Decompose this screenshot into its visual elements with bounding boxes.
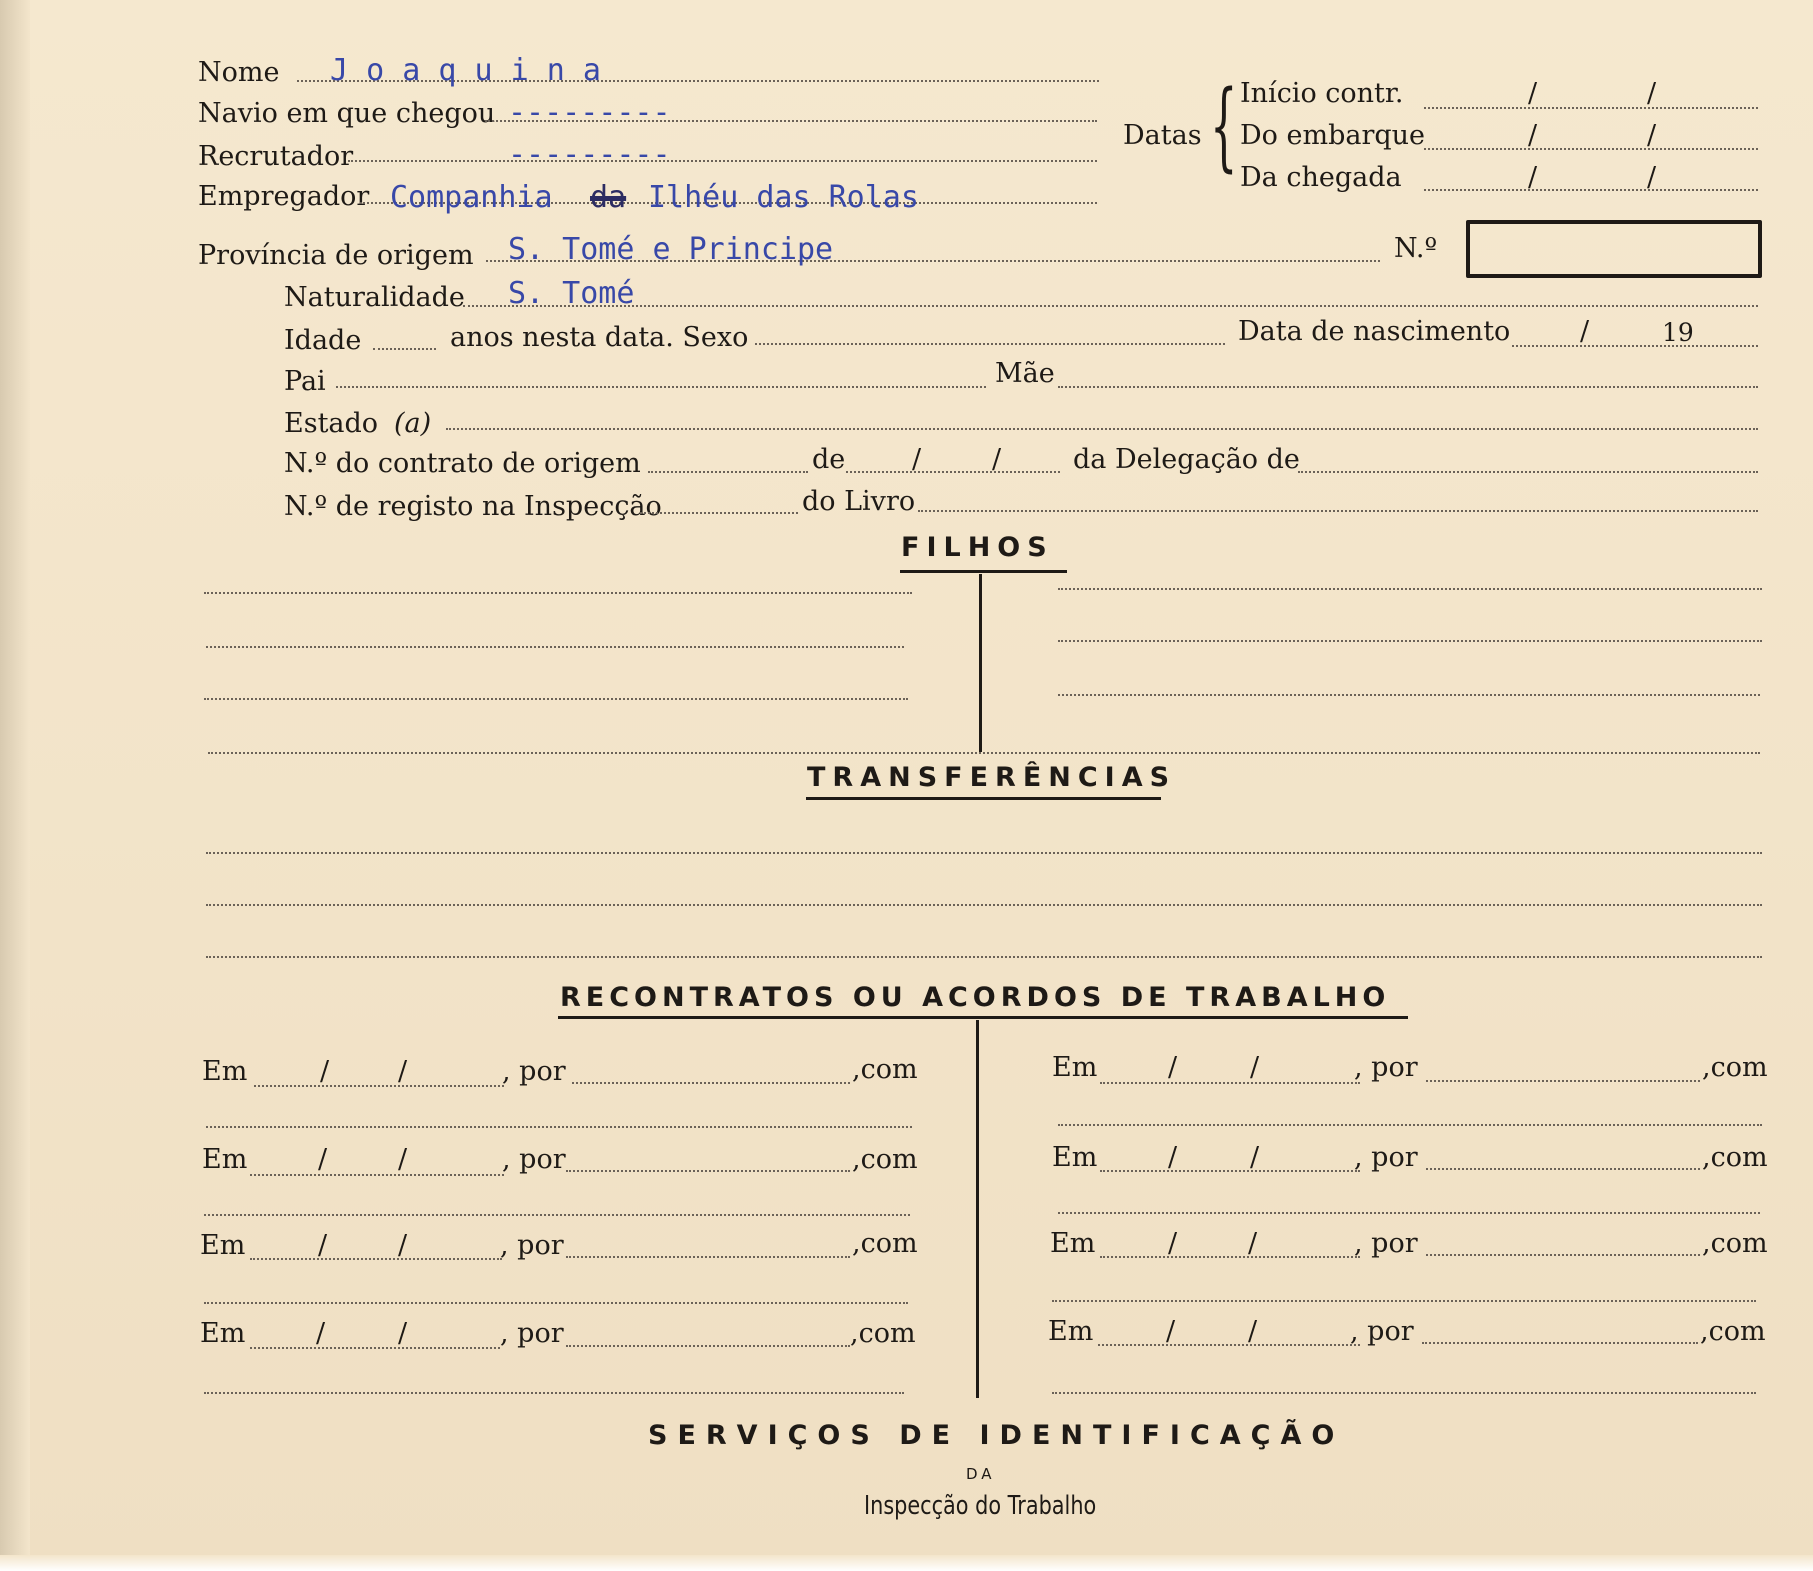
date-separator: / <box>398 1230 408 1261</box>
empregador-value: Companhia <box>390 180 553 215</box>
filhos-line-right[interactable] <box>1058 640 1762 642</box>
recontrato-line[interactable] <box>204 1392 904 1394</box>
transferencias-underline <box>806 797 1161 800</box>
com-label: ,com <box>850 1318 916 1349</box>
footer-title: SERVIÇOS DE IDENTIFICAÇÃO <box>648 1420 1345 1451</box>
em-label: Em <box>200 1318 246 1349</box>
registo-label: N.º de registo na Inspecção <box>284 491 662 522</box>
por-label: , por <box>500 1318 564 1349</box>
por-label: , por <box>1354 1142 1418 1173</box>
transferencias-line[interactable] <box>206 852 1762 854</box>
delegacao-label: da Delegação de <box>1073 444 1300 475</box>
footer-inspeccao: Inspecção do Trabalho <box>864 1491 1097 1521</box>
recontrato-line[interactable] <box>204 1214 910 1216</box>
filhos-line-bottom[interactable] <box>208 752 1760 754</box>
recontratos-underline <box>558 1016 1408 1019</box>
com-label: ,com <box>1700 1316 1766 1347</box>
recontrato-line[interactable] <box>1058 1124 1762 1126</box>
com-label: ,com <box>1702 1228 1768 1259</box>
date-separator: / <box>1250 1142 1260 1173</box>
sexo-line[interactable] <box>755 343 1225 345</box>
navio-label: Navio em que chegou <box>198 98 496 129</box>
recontrato-date-line[interactable] <box>254 1085 504 1087</box>
por-line[interactable] <box>1426 1254 1700 1256</box>
por-line[interactable] <box>1426 1168 1700 1170</box>
nascimento-line[interactable] <box>1512 345 1758 347</box>
em-label: Em <box>200 1230 246 1261</box>
recontratos-divider <box>976 1020 979 1398</box>
por-label: , por <box>1350 1316 1414 1347</box>
recontrato-date-line[interactable] <box>250 1174 504 1176</box>
por-line[interactable] <box>1426 1080 1700 1082</box>
recontrato-line[interactable] <box>204 1302 908 1304</box>
transferencias-line[interactable] <box>206 904 1762 906</box>
recontrato-date-line[interactable] <box>250 1347 500 1349</box>
recontrato-line[interactable] <box>206 1126 912 1128</box>
date-separator: / <box>1528 162 1538 193</box>
date-separator: / <box>1647 78 1657 109</box>
filhos-underline <box>900 570 1067 573</box>
recontrato-date-line[interactable] <box>250 1258 502 1260</box>
pai-label: Pai <box>284 366 326 397</box>
date-separator: / <box>320 1056 330 1087</box>
em-label: Em <box>1052 1142 1098 1173</box>
filhos-line-left[interactable] <box>204 592 912 594</box>
paper-bottom-edge <box>0 1555 1813 1571</box>
date-separator: / <box>1168 1142 1178 1173</box>
contrato-label: N.º do contrato de origem <box>284 448 641 479</box>
transferencias-line[interactable] <box>206 956 1762 958</box>
contrato-de-label: de <box>812 444 846 475</box>
date-separator: / <box>318 1144 328 1175</box>
por-line[interactable] <box>566 1345 850 1347</box>
contrato-date-line[interactable] <box>846 471 1060 473</box>
date-separator: / <box>1168 1228 1178 1259</box>
com-label: ,com <box>852 1144 918 1175</box>
por-line[interactable] <box>566 1256 850 1258</box>
por-line[interactable] <box>572 1082 850 1084</box>
filhos-heading: FILHOS <box>901 532 1054 563</box>
com-label: ,com <box>1702 1142 1768 1173</box>
date-separator: / <box>1647 120 1657 151</box>
date-separator: / <box>398 1144 408 1175</box>
recrutador-value: --------- <box>508 137 671 172</box>
recontrato-line[interactable] <box>1058 1212 1760 1214</box>
empregador-value-2: Ilhéu das Rolas <box>648 180 919 215</box>
filhos-line-right[interactable] <box>1058 694 1760 696</box>
provincia-value: S. Tomé e Principe <box>508 232 834 267</box>
empregador-label: Empregador <box>198 181 370 212</box>
em-label: Em <box>202 1144 248 1175</box>
naturalidade-value: S. Tomé <box>508 276 635 311</box>
naturalidade-label: Naturalidade <box>284 282 465 313</box>
recontrato-date-line[interactable] <box>1100 1256 1360 1258</box>
recontrato-date-line[interactable] <box>1100 1170 1360 1172</box>
date-separator: / <box>992 444 1002 475</box>
recontrato-date-line[interactable] <box>1100 1082 1360 1084</box>
inicio-contr-label: Início contr. <box>1240 78 1404 109</box>
registo-line[interactable] <box>640 512 798 514</box>
embarque-label: Do embarque <box>1240 120 1426 151</box>
date-separator: / <box>316 1318 326 1349</box>
recontrato-line[interactable] <box>1052 1392 1756 1394</box>
em-label: Em <box>1050 1228 1096 1259</box>
embarque-line[interactable] <box>1424 148 1758 150</box>
mae-line[interactable] <box>1058 386 1758 388</box>
por-label: , por <box>502 1056 566 1087</box>
por-label: , por <box>500 1230 564 1261</box>
por-label: , por <box>502 1144 566 1175</box>
idade-label: Idade <box>284 325 362 356</box>
com-label: ,com <box>852 1054 918 1085</box>
por-label: , por <box>1354 1052 1418 1083</box>
em-label: Em <box>202 1056 248 1087</box>
filhos-divider <box>979 574 982 752</box>
nascimento-label: Data de nascimento <box>1238 316 1511 347</box>
estado-line[interactable] <box>446 428 1758 430</box>
em-label: Em <box>1052 1052 1098 1083</box>
chegada-line[interactable] <box>1424 189 1758 191</box>
date-separator: / <box>318 1230 328 1261</box>
chegada-label: Da chegada <box>1240 162 1402 193</box>
mae-label: Mãe <box>995 358 1055 389</box>
date-separator: / <box>1528 78 1538 109</box>
nome-value: J o a q u i n a <box>330 53 601 88</box>
por-line[interactable] <box>1422 1342 1698 1344</box>
livro-label: do Livro <box>802 486 916 517</box>
footer-da: DA <box>966 1465 996 1483</box>
por-label: , por <box>1354 1228 1418 1259</box>
por-line[interactable] <box>566 1170 850 1172</box>
pai-line[interactable] <box>336 386 986 388</box>
filhos-line-left[interactable] <box>204 698 908 700</box>
idade-line[interactable] <box>373 348 436 350</box>
datas-label: Datas <box>1123 120 1202 151</box>
date-separator: / <box>1168 1052 1178 1083</box>
anos-sexo-label: anos nesta data. Sexo <box>450 322 749 353</box>
recrutador-line[interactable] <box>348 160 1097 162</box>
date-separator: / <box>1250 1052 1260 1083</box>
paper-edge-shadow <box>0 0 30 1571</box>
delegacao-line[interactable] <box>1298 471 1758 473</box>
date-separator: / <box>1647 162 1657 193</box>
estado-note: (a) <box>394 408 432 439</box>
navio-value: --------- <box>508 95 671 130</box>
nome-label: Nome <box>198 57 280 88</box>
transferencias-heading: TRANSFERÊNCIAS <box>807 762 1177 793</box>
date-separator: / <box>1580 316 1590 347</box>
empregador-struck-word: da <box>590 180 627 215</box>
date-separator: / <box>398 1056 408 1087</box>
contrato-line[interactable] <box>648 471 808 473</box>
recontrato-date-line[interactable] <box>1098 1344 1360 1346</box>
nascimento-year-prefix: 19 <box>1662 318 1694 347</box>
provincia-label: Província de origem <box>198 240 474 271</box>
recontratos-heading: RECONTRATOS OU ACORDOS DE TRABALHO <box>560 982 1391 1013</box>
date-separator: / <box>398 1318 408 1349</box>
recontrato-line[interactable] <box>1052 1300 1756 1302</box>
naturalidade-line[interactable] <box>463 305 1758 307</box>
com-label: ,com <box>852 1228 918 1259</box>
date-separator: / <box>912 444 922 475</box>
numero-label: N.º <box>1394 233 1438 264</box>
inicio-contr-line[interactable] <box>1424 107 1758 109</box>
livro-line[interactable] <box>918 510 1758 512</box>
date-separator: / <box>1166 1316 1176 1347</box>
com-label: ,com <box>1702 1052 1768 1083</box>
filhos-line-left[interactable] <box>206 646 904 648</box>
date-separator: / <box>1248 1228 1258 1259</box>
recrutador-label: Recrutador <box>198 141 354 172</box>
filhos-line-right[interactable] <box>1058 588 1762 590</box>
date-separator: / <box>1248 1316 1258 1347</box>
datas-brace: { <box>1210 70 1238 182</box>
estado-label: Estado <box>284 408 379 439</box>
numero-box[interactable] <box>1466 220 1762 278</box>
date-separator: / <box>1528 120 1538 151</box>
em-label: Em <box>1048 1316 1094 1347</box>
